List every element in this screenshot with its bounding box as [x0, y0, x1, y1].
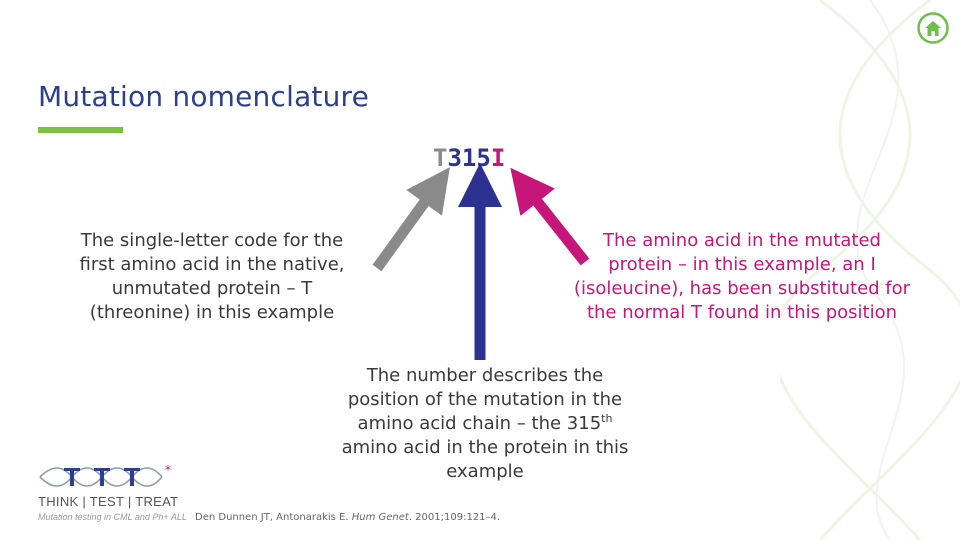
- mutation-position: 315: [447, 144, 491, 172]
- arrow-original: [377, 185, 437, 268]
- position-number: 315: [566, 413, 602, 434]
- position-description-line2: amino acid in the protein in this example: [341, 437, 629, 482]
- citation-authors: Den Dunnen JT, Antonarakis E.: [195, 512, 349, 523]
- page-title: Mutation nomenclature: [38, 80, 370, 113]
- original-amino-acid-description: The single-letter code for the first amino acid in the native, unmutated protein – T (threonine) in this example: [79, 230, 345, 323]
- original-amino-acid: T: [433, 144, 448, 172]
- citation: [195, 512, 500, 523]
- ordinal-suffix: th: [601, 412, 613, 425]
- position-description: [340, 364, 630, 484]
- logo-text: THINK | TEST | TREAT: [38, 494, 179, 509]
- mutated-amino-acid-description: The amino acid in the mutated protein – in this example, an I (isoleucine), has been substituted for the normal T found in this position: [573, 230, 911, 323]
- position-description-line1: The number describes the position of the mutation in the amino acid chain – the: [347, 365, 623, 434]
- svg-text:*: *: [165, 463, 171, 477]
- citation-journal: Hum Genet: [351, 512, 409, 523]
- logo-subtitle: Mutation testing in CML and Ph+ ALL: [38, 512, 187, 522]
- citation-details: . 2001;109:121–4.: [408, 512, 501, 523]
- mutated-amino-acid: I: [490, 144, 506, 172]
